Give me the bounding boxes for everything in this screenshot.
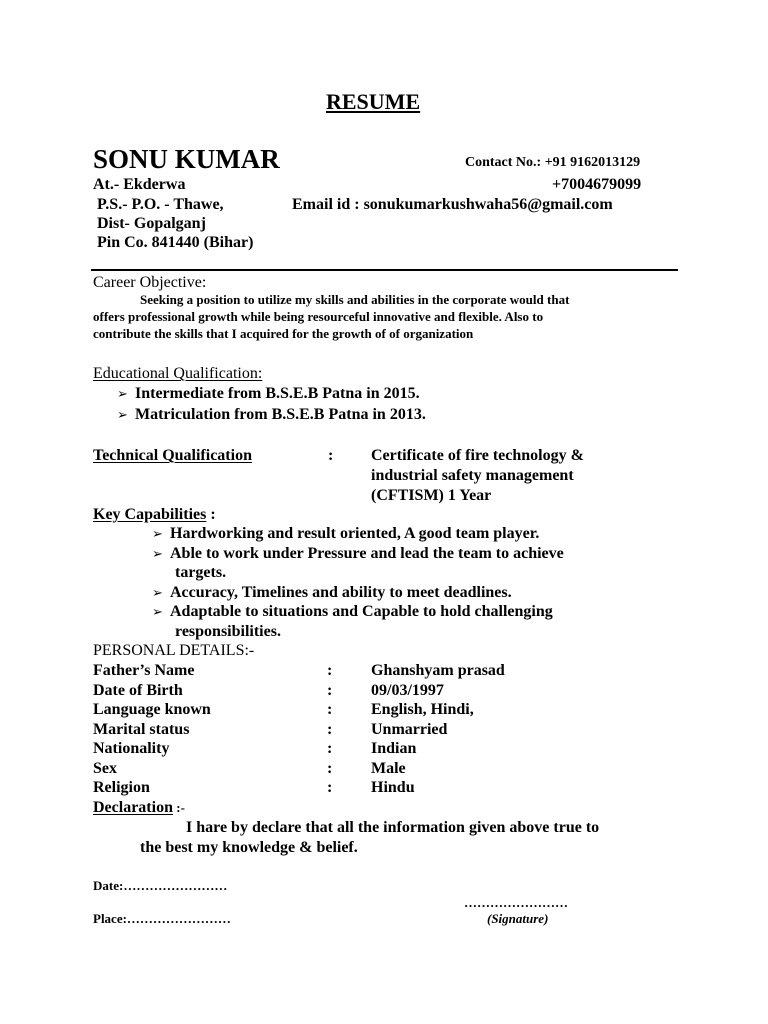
personal-value: 09/03/1997 xyxy=(371,682,444,699)
technical-text: (CFTISM) 1 Year xyxy=(371,487,492,504)
personal-label: Religion xyxy=(93,779,150,796)
capability-item: ➢ Adaptable to situations and Capable to hold challenging xyxy=(152,603,553,620)
candidate-name: SONU KUMAR xyxy=(93,144,280,174)
signature-label: (Signature) xyxy=(487,911,549,926)
career-objective-heading: Career Objective: xyxy=(93,274,207,291)
capability-item: ➢ Accuracy, Timelines and ability to meet deadlines. xyxy=(152,584,512,601)
technical-heading: Technical Qualification xyxy=(93,447,252,464)
arrow-bullet-icon: ➢ xyxy=(152,586,163,601)
capability-item: ➢ Hardworking and result oriented, A good team player. xyxy=(152,525,540,542)
address-line: At.- Ekderwa xyxy=(93,176,186,193)
personal-colon: : xyxy=(327,682,333,699)
arrow-bullet-icon: ➢ xyxy=(152,605,163,620)
address-line: Dist- Gopalganj xyxy=(97,215,206,232)
personal-label: Marital status xyxy=(93,721,190,738)
technical-text: Certificate of fire technology & xyxy=(371,447,584,464)
capability-item-continued: responsibilities. xyxy=(175,623,281,640)
address-line: P.S.- P.O. - Thawe, xyxy=(97,196,224,213)
place-field: Place:…………………… xyxy=(93,911,231,926)
personal-colon: : xyxy=(327,721,333,738)
declaration-text: I hare by declare that all the information given above true to xyxy=(186,819,600,836)
personal-label: Sex xyxy=(93,760,117,777)
education-item: ➢ Intermediate from B.S.E.B Patna in 2015. xyxy=(117,385,420,402)
education-heading: Educational Qualification: xyxy=(93,365,263,382)
contact-number: Contact No.: +91 9162013129 xyxy=(465,155,641,170)
personal-label: Nationality xyxy=(93,740,170,757)
arrow-bullet-icon: ➢ xyxy=(117,387,128,402)
arrow-bullet-icon: ➢ xyxy=(117,408,128,423)
personal-value: English, Hindi, xyxy=(371,701,474,718)
signature-line: …………………… xyxy=(464,895,568,910)
personal-colon: : xyxy=(327,740,333,757)
header-divider xyxy=(91,269,678,271)
career-objective-text: contribute the skills that I acquired for the growth of of organization xyxy=(93,326,474,341)
personal-value: Indian xyxy=(371,740,417,757)
personal-value: Ghanshyam prasad xyxy=(371,662,505,679)
arrow-bullet-icon: ➢ xyxy=(152,527,163,542)
personal-colon: : xyxy=(327,779,333,796)
capability-item: ➢ Able to work under Pressure and lead the team to achieve xyxy=(152,545,564,562)
personal-colon: : xyxy=(327,662,333,679)
email-id: Email id : sonukumarkushwaha56@gmail.com xyxy=(292,196,613,213)
technical-colon: : xyxy=(328,447,334,464)
technical-text: industrial safety management xyxy=(371,467,574,484)
resume-title: RESUME xyxy=(326,89,421,114)
career-objective-text: offers professional growth while being resourceful innovative and flexible. Also to xyxy=(93,309,544,324)
personal-colon: : xyxy=(327,701,333,718)
personal-colon: : xyxy=(327,760,333,777)
declaration-heading: Declaration :- xyxy=(93,799,185,816)
personal-value: Hindu xyxy=(371,779,415,796)
capabilities-heading: Key Capabilities : xyxy=(93,506,216,523)
arrow-bullet-icon: ➢ xyxy=(152,547,163,562)
address-line: Pin Co. 841440 (Bihar) xyxy=(97,234,254,251)
personal-details-heading: PERSONAL DETAILS:- xyxy=(93,642,255,659)
personal-value: Unmarried xyxy=(371,721,448,738)
declaration-text: the best my knowledge & belief. xyxy=(140,839,358,856)
personal-label: Date of Birth xyxy=(93,682,183,699)
education-item: ➢ Matriculation from B.S.E.B Patna in 2013. xyxy=(117,406,426,423)
personal-label: Father’s Name xyxy=(93,662,195,679)
date-field: Date:…………………… xyxy=(93,878,228,893)
personal-label: Language known xyxy=(93,701,211,718)
career-objective-text: Seeking a position to utilize my skills and abilities in the corporate would that xyxy=(140,292,570,307)
contact-number-alt: +7004679099 xyxy=(552,176,642,193)
personal-value: Male xyxy=(371,760,406,777)
capability-item-continued: targets. xyxy=(175,564,227,581)
